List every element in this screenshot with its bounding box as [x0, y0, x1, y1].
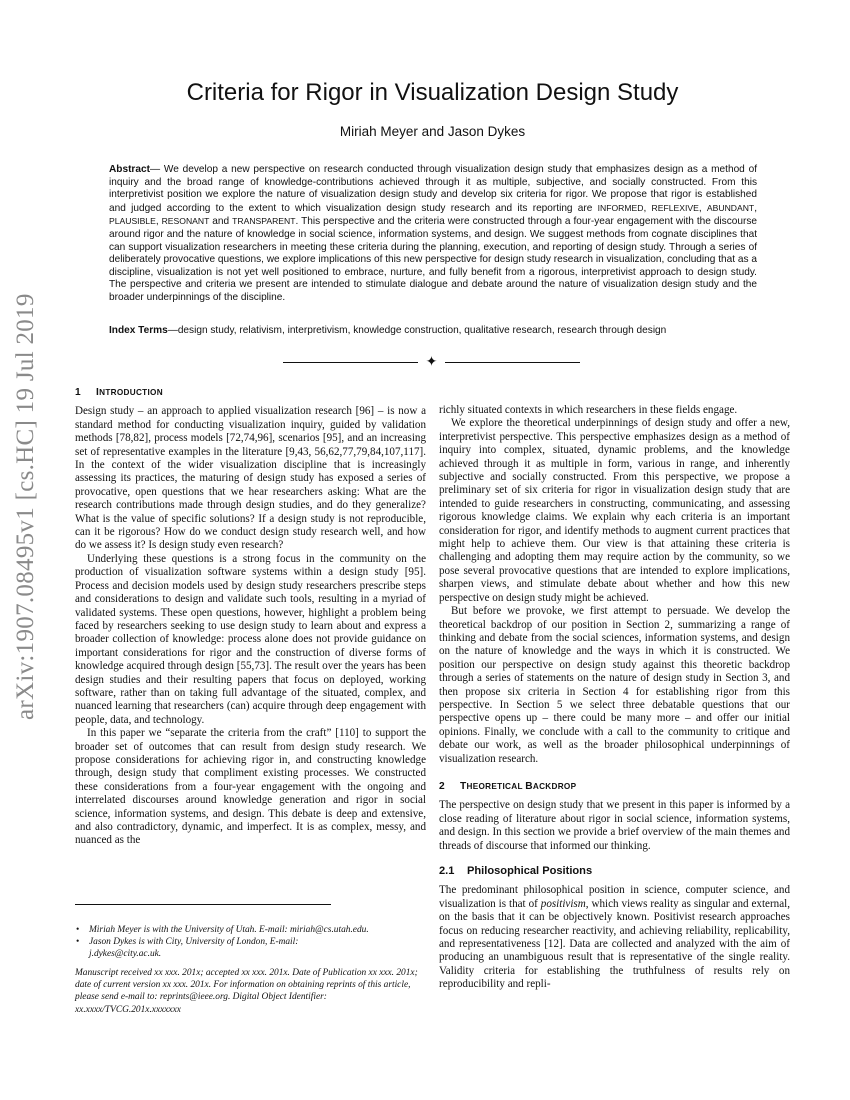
criteria-sep-1: ,: [643, 202, 652, 214]
intro-paragraph-3: In this paper we “separate the criteria from the craft” [110] to support the broader set of outcomes that can result from design study research. We propose considerations for achieving rigor in, and constructing knowledge through, design study that compliment existing processes. We constructed these considerations from a four-year engagement with the ongoing and interrelated discourses around knowledge generation and rigor in social science, information systems, and design. This debate is deep and extensive, and also contradictory, dynamic, and imperfect. It is as complex, messy, and nuanced as the: [75, 727, 426, 847]
intro-paragraph-4: We explore the theoretical underpinnings of design study and offer a new, interpretivist perspective. This perspective emphasizes design as a method of inquiry into complex, situated, dynamic problems, and the knowledge achieved through it as multiple in form, various in range, and inherently subjective and socially constructed. From this perspective, we propose a preliminary set of six criteria for rigor in visualization design study that are intended to guide researchers in constructing, communicating, and assessing rigorous knowledge claims. We explain why each criteria is an important consideration for rigor, and identify methods to augment current practices that might help to achieve them. Our view is that attaining these criteria is challenging and adopting them may require action by the community, so we pose several provocative questions that are intended to explore implications, sharpen views, and stimulate debate about whether and how this new perspective on design study might be achieved.: [439, 417, 790, 604]
index-terms-text: design study, relativism, interpretivism, knowledge construction, qualitative research, research through design: [177, 325, 667, 336]
positivism-term: positivism: [540, 897, 586, 910]
backdrop-paragraph: The perspective on design study that we present in this paper is informed by a close reading of literature about rigor in social science, information systems, and design. In this section we provide a brief overview of the main themes and threads of discourse that informed our thinking.: [439, 799, 790, 852]
right-column: [439, 404, 790, 992]
criteria-sep-2: ,: [698, 202, 707, 214]
paper-authors: Miriah Meyer and Jason Dykes: [339, 124, 526, 139]
author-footnotes: [75, 924, 430, 961]
intro-paragraph-1: Design study – an approach to applied visualization research [96] – is now a standard method for conducting visualization inquiry, guided by validation methods [78,82], process models [72,74,96], scenarios [95], and an increasing set of representative examples in the literature [9,43, 56,62,77,79,84,107,117]. In the context of the wider visualization discipline that is increasingly assessing its practices, the maturing of design study has exposed a series of provocative, open questions that we hear researchers asking: What are the research contributions made through design studies, and do they generalize? What is the value of specific solutions? If a design study is not reproducible, can it be rigorous? How do we conduct design study research well, and how do we assess it? Is design study even research?: [75, 405, 426, 552]
criterion-abundant: ABUNDANT: [706, 202, 755, 213]
intro-paragraph-5: But before we provoke, we first attempt to persuade. We develop the theoretical backdrop of our position in Section 2, summarizing a range of thinking and debate from the social sciences, information systems, and design on the nature of knowledge and the ways in which it is constructed. We position our perspective on design study against this theoretic backdrop through a series of statements on the nature of design study in Section 3, and then propose six criteria in Section 4 for establishing rigor from this perspective. In Section 5 we select three debatable questions that our perspective opens up – there could be many more – and offer our initial opinions. Finally, we conclude with a call to the community to critique and debate our work, as well as the broader philosophical underpinnings of visualization research.: [439, 605, 790, 765]
criterion-resonant: RESONANT: [161, 216, 210, 227]
section-2-title-rest-1: HEORETICAL: [466, 781, 526, 791]
left-column: [75, 386, 426, 848]
section-2-title-rest-2: ACKDROP: [532, 781, 577, 791]
section-1-number: 1: [75, 387, 81, 398]
subsection-2-1-number: 2.1: [439, 865, 455, 877]
footnote-dykes: [75, 936, 430, 948]
abstract-dash: —: [149, 164, 164, 175]
abstract-label: Abstract: [109, 164, 150, 175]
divider-line-right: [445, 362, 580, 363]
criterion-transparent: TRANSPARENT: [232, 216, 296, 227]
footnote-bullet-1: •: [76, 925, 80, 935]
section-1-title-rest: NTRODUCTION: [99, 388, 163, 397]
footnote-rule: [75, 904, 331, 905]
criterion-reflexive: REFLEXIVE: [651, 202, 699, 213]
index-terms-dash: —: [167, 325, 178, 336]
section-1-title-initial: I: [96, 387, 100, 398]
section-divider: [283, 355, 580, 369]
section-2-title-initial-2: B: [525, 780, 533, 792]
index-terms-label: Index Terms: [109, 325, 168, 336]
section-1-heading: [75, 386, 426, 399]
footnote-dykes-email: j.dykes@city.ac.uk.: [89, 949, 162, 960]
divider-line-left: [283, 362, 418, 363]
section-2-heading: [439, 780, 790, 793]
paper-title: Criteria for Rigor in Visualization Design Study: [186, 79, 679, 106]
footnote-meyer-text: Miriah Meyer is with the University of Utah. E-mail: miriah@cs.utah.edu.: [89, 925, 369, 935]
footnote-bullet-2: •: [76, 937, 80, 948]
criterion-informed: INFORMED: [597, 202, 644, 213]
section-2-number: 2: [439, 780, 445, 792]
intro-paragraph-continued: richly situated contexts in which researchers in these fields engage.: [439, 404, 738, 416]
philosophical-text-1: The predominant philosophical position in science, computer science, and visualization is that of: [439, 884, 790, 910]
footnote-meyer: [75, 924, 430, 936]
criteria-sep-3: ,: [754, 202, 757, 214]
intro-paragraph-2: Underlying these questions is a strong focus in the community on the production of visualization software systems within a design study [95]. Process and decision models used by design study researchers prescribe steps and considerations to design and validate such tools, resulting in a myriad of validated systems. These open questions, however, highlight a problem being faced by researchers seeking to use design study to learn about and express a broader collection of knowledge: process alone does not provide guidance on important considerations for rigor and the construction of diverse forms of knowledge acquired through design [55,73]. The result over the years has been design studies and their resulting papers that focus on deployed, working software, rather than on taking full advantage of the situated, complex, and nuanced learning that researchers (can) acquire through deep engagement with people, data, and technology.: [75, 552, 426, 726]
abstract: [109, 164, 757, 305]
criterion-plausible: PLAUSIBLE: [109, 216, 156, 227]
subsection-2-1-title: Philosophical Positions: [467, 865, 593, 877]
section-2-title-initial-1: T: [460, 780, 467, 792]
philosophical-text-2: , which views reality as singular and external, on the basis that it can be objectively known. Positivist research approaches focus on reducing researcher reactivity, and achieving reliability, replicability, and representativeness [12]. Data are collected and analyzed with the aim of producing an unambiguous result that is representative of the single reality. Validity criteria for establishing the truthfulness of results rely on reproducibility and repli-: [439, 897, 791, 991]
arxiv-identifier-stamp: arXiv:1907.08495v1 [cs.HC] 19 Jul 2019: [12, 293, 39, 720]
index-terms: [109, 325, 757, 338]
abstract-text-1: We develop a new perspective on research conducted through visualization design study that emphasizes design as a method of inquiry and the broad range of knowledge-contributions achieved through it as multiple, subjective, and socially constructed. From this interpretivist position we explore the nature of visualization design study and develop six criteria for rigor. We propose that rigor is established and judged according to the extent to which visualization design study research and its reporting are: [109, 164, 757, 214]
abstract-text-2: . This perspective and the criteria were constructed through a four-year engagement with the discourse around rigor and the nature of knowledge in social science, information systems, and design. We suggest methods from cognate disciplines that can support visualization researchers in meeting these criteria during the planning, execution, and reporting of design study. Through a series of deliberately provocative questions, we explore implications of this new perspective for design study research in visualization, concluding that as a discipline, visualization is not yet well positioned to embrace, nurture, and fully benefit from a rigorous, interpretivist approach to design study. The perspective and criteria we present are intended to stimulate dialogue and debate around the nature of visualization design study and the broader underpinnings of the discipline.: [109, 216, 758, 303]
criteria-sep-4: ,: [155, 216, 162, 228]
diamond-ornament-icon: ✦: [425, 354, 438, 370]
criteria-and: and: [209, 216, 233, 228]
subsection-2-1-heading: [439, 865, 790, 878]
footnote-dykes-text: Jason Dykes is with City, University of London, E-mail:: [89, 937, 299, 948]
manuscript-note: Manuscript received xx xxx. 201x; accepted xx xxx. 201x. Date of Publication xx xxx. 201x; date of current version xx xxx. 201x. For information on obtaining reprints of this article, please send e-mail to: reprints@ieee.org. Digital Object Identifier: xx.xxxx/TVCG.201x.xxxxxxx: [75, 968, 418, 1015]
philosophical-positions-paragraph: [439, 884, 790, 991]
